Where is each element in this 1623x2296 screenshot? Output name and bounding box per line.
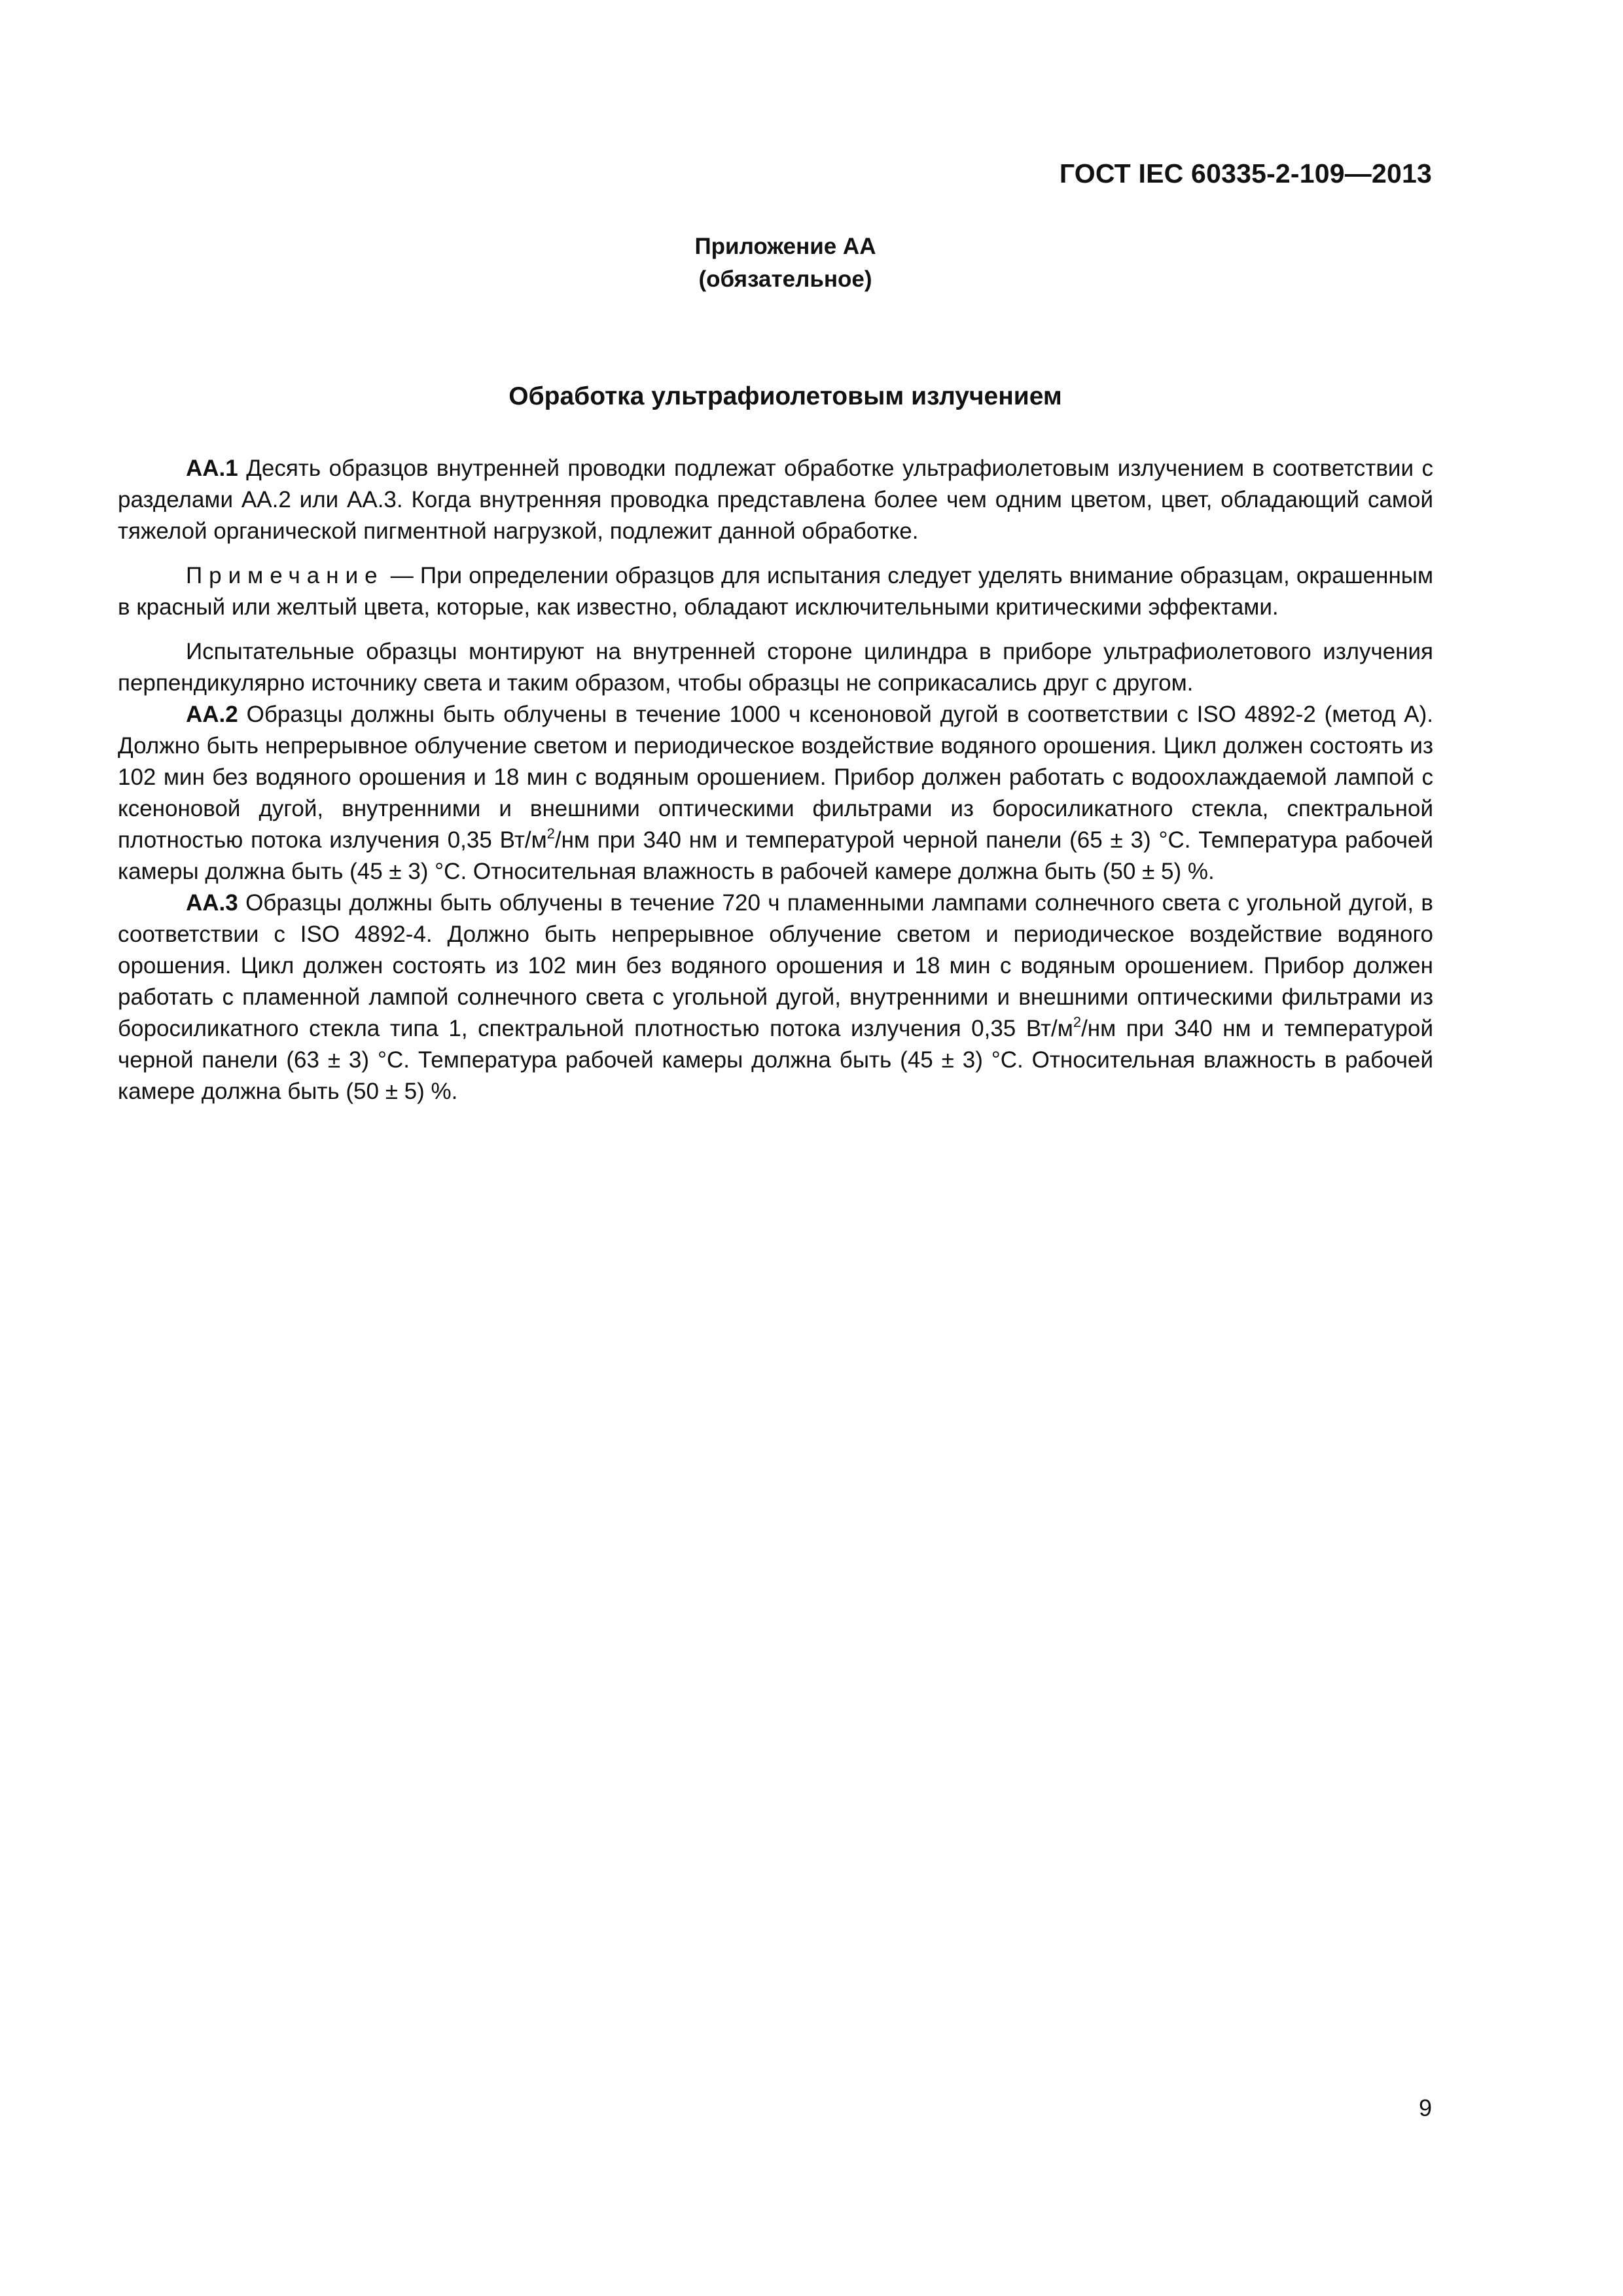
superscript: 2 — [546, 825, 555, 842]
body-text — [118, 453, 1433, 1107]
paragraph-text: Испытательные образцы монтируют на внутренней стороне цилиндра в приборе ультрафиолетового излучения перпендикулярно источнику света и таким образом, чтобы образцы не соприкасались друг с другом. — [118, 639, 1433, 696]
clause-number: АА.2 — [186, 702, 238, 727]
page-number: 9 — [1418, 2094, 1432, 2121]
note-text: — При определении образцов для испытания следует уделять внимание образцам, окрашенным в красный или желтый цвета, которые, как известно, обладают исключительными критическими эффектами. — [118, 563, 1433, 620]
paragraph-note — [118, 560, 1433, 623]
clause-number: АА.3 — [186, 890, 238, 916]
annex-title: Приложение АА — [694, 234, 876, 259]
paragraph-aa1 — [118, 453, 1433, 547]
paragraph-text: Десять образцов внутренней проводки подлежат обработке ультрафиолетовым излучением в соответствии с разделами АА.2 или АА.3. Когда внутренняя проводка представлена более чем одним цветом, цвет, обладающий самой тяжелой органической пигментной нагрузкой, подлежит данной обработке. — [118, 456, 1433, 544]
paragraph-aa3 — [118, 888, 1433, 1107]
paragraph-mounting — [118, 636, 1433, 699]
document-code: ГОСТ IEC 60335-2-109—2013 — [1059, 158, 1432, 188]
annex-status: (обязательное) — [698, 266, 872, 292]
paragraph-text: Образцы должны быть облучены в течение 1000 ч ксеноновой дугой в соответствии с ISO 4892-2 (метод А). Должно быть непрерывное облучение светом и периодическое воздействие водяного орошения. Цикл должен состоять из 102 мин без водяного орошения и 18 мин с водяным орошением. Прибор должен работать с водоохлаждаемой лампой с ксеноновой дугой, внутренними и внешними оптическими фильтрами из боросиликатного стекла, спектральной плотностью потока излучения 0,35 Вт/м — [118, 702, 1433, 853]
paragraph-text-continued: /нм при 340 нм и температурой черной панели (65 ± 3) °С. Температура рабочей камеры должна быть (45 ± 3) °С. Относительная влажность в рабочей камере должна быть (50 ± 5) %. — [118, 827, 1433, 884]
clause-number: АА.1 — [186, 456, 238, 481]
section-title: Обработка ультрафиолетовым излучением — [508, 382, 1062, 410]
superscript: 2 — [1073, 1014, 1082, 1030]
note-label: Примечание — [186, 563, 384, 588]
annex-heading — [0, 230, 1571, 296]
paragraph-text-continued: /нм при 340 нм и температурой черной панели (63 ± 3) °С. Температура рабочей камеры должна быть (45 ± 3) °С. Относительная влажность в рабочей камере должна быть (50 ± 5) %. — [118, 1016, 1433, 1104]
paragraph-text: Образцы должны быть облучены в течение 720 ч пламенными лампами солнечного света с угольной дугой, в соответствии с ISO 4892-4. Должно быть непрерывное облучение светом и периодическое воздействие водяного орошения. Цикл должен состоять из 102 мин без водяного орошения и 18 мин с водяным орошением. Прибор должен работать с пламенной лампой солнечного света с угольной дугой, внутренними и внешними оптическими фильтрами из боросиликатного стекла типа 1, спектральной плотностью потока излучения 0,35 Вт/м — [118, 890, 1433, 1041]
paragraph-aa2 — [118, 699, 1433, 888]
